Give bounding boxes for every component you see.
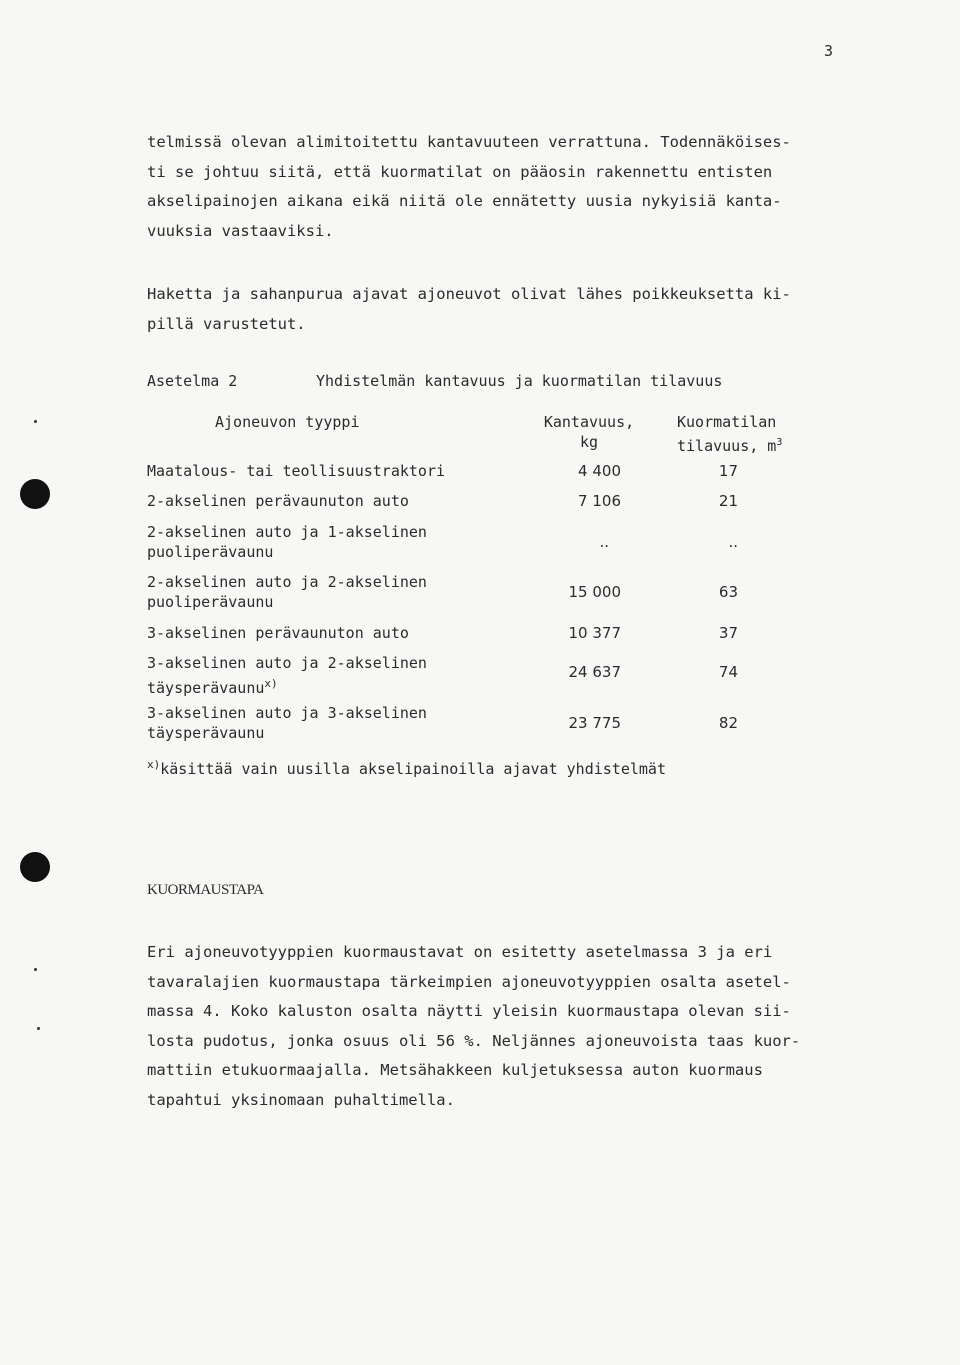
footnote-reference: x) (264, 676, 278, 690)
volume-cell: 17 (718, 462, 738, 480)
text-line: massa 4. Koko kaluston osalta näytti yleisin kuormaustapa olevan sii- (147, 1002, 791, 1020)
text-line: tavaralajien kuormaustapa tärkeimpien ajoneuvotyyppien osalta asetel- (147, 972, 791, 991)
volume-cell: 82 (718, 714, 738, 732)
scan-mark (34, 420, 37, 423)
text-line: pillä varustetut. (147, 314, 306, 333)
chips-paragraph (147, 280, 791, 339)
volume-cell: 37 (718, 624, 738, 642)
column-header-type: Ajoneuvon tyyppi (215, 413, 360, 431)
volume-cell: 74 (718, 663, 738, 681)
vehicle-type-cell: 3-akselinen auto ja 2-akselinen täysperävaunu$^{x)}$ (147, 654, 427, 697)
vehicle-type-cell: 2-akselinen auto ja 2-akselinen puoliperävaunu (147, 573, 427, 611)
scan-mark (34, 968, 37, 971)
scan-mark (37, 1027, 40, 1030)
text-line: akselipainojen aikana eikä niitä ole ennätetty uusia nykyisiä kanta- (147, 192, 782, 210)
column-header-volume: Kuormatilan tilavuus, $m^3$ (677, 413, 783, 455)
volume-cell: 21 (718, 492, 738, 510)
text-line: tapahtui yksinomaan puhaltimella. (147, 1090, 455, 1109)
page-number: 3 (824, 42, 834, 60)
footnote-mark: x) (147, 758, 161, 771)
vehicle-type-cell: Maatalous- tai teollisuustraktori (147, 462, 446, 480)
column-header-capacity: Kantavuus, kg (543, 413, 635, 451)
binding-hole-top (20, 479, 50, 509)
capacity-cell: 15 000 (568, 583, 621, 601)
text-line: losta pudotus, jonka osuus oli 56 %. Neljännes ajoneuvoista taas kuor- (147, 1031, 801, 1050)
capacity-cell: 7 106 (578, 492, 621, 510)
text-line: mattiin etukuormaajalla. Metsähakkeen kuljetuksessa auton kuormaus (147, 1061, 763, 1079)
volume-cell: 63 (718, 583, 738, 601)
table-footnote: $^{x)}$käsittää vain uusilla akselipainoilla ajavat yhdistelmät (147, 758, 666, 778)
binding-hole-bottom (20, 852, 50, 882)
text-line: telmissä olevan alimitoitettu kantavuuteen verrattuna. Todennäköises- (147, 133, 791, 151)
volume-cell: .. (728, 533, 738, 551)
capacity-cell: 24 637 (568, 663, 621, 681)
intro-paragraph (147, 128, 791, 246)
vehicle-type-cell: 2-akselinen perävaunuton auto (147, 492, 409, 510)
text-line: Haketta ja sahanpurua ajavat ajoneuvot olivat lähes poikkeuksetta ki- (147, 285, 791, 303)
text-line: vuuksia vastaaviksi. (147, 221, 334, 240)
vehicle-type-cell: 3-akselinen auto ja 3-akselinen täysperävaunu (147, 704, 427, 742)
table-title: Yhdistelmän kantavuus ja kuormatilan tilavuus (316, 372, 723, 390)
capacity-cell: 10 377 (568, 624, 621, 642)
vehicle-type-cell: 2-akselinen auto ja 1-akselinen puoliperävaunu (147, 523, 427, 561)
capacity-cell: 23 775 (568, 714, 621, 732)
vehicle-type-cell: 3-akselinen perävaunuton auto (147, 624, 409, 642)
section-heading: KUORMAUSTAPA (147, 882, 264, 898)
section-paragraph (147, 938, 800, 1115)
text-line: Eri ajoneuvotyyppien kuormaustavat on esitetty asetelmassa 3 ja eri (147, 943, 773, 961)
capacity-cell: .. (599, 533, 609, 551)
table-label: Asetelma 2 (147, 372, 238, 390)
capacity-cell: 4 400 (578, 462, 621, 480)
text-line: ti se johtuu siitä, että kuormatilat on pääosin rakennettu entisten (147, 162, 773, 181)
